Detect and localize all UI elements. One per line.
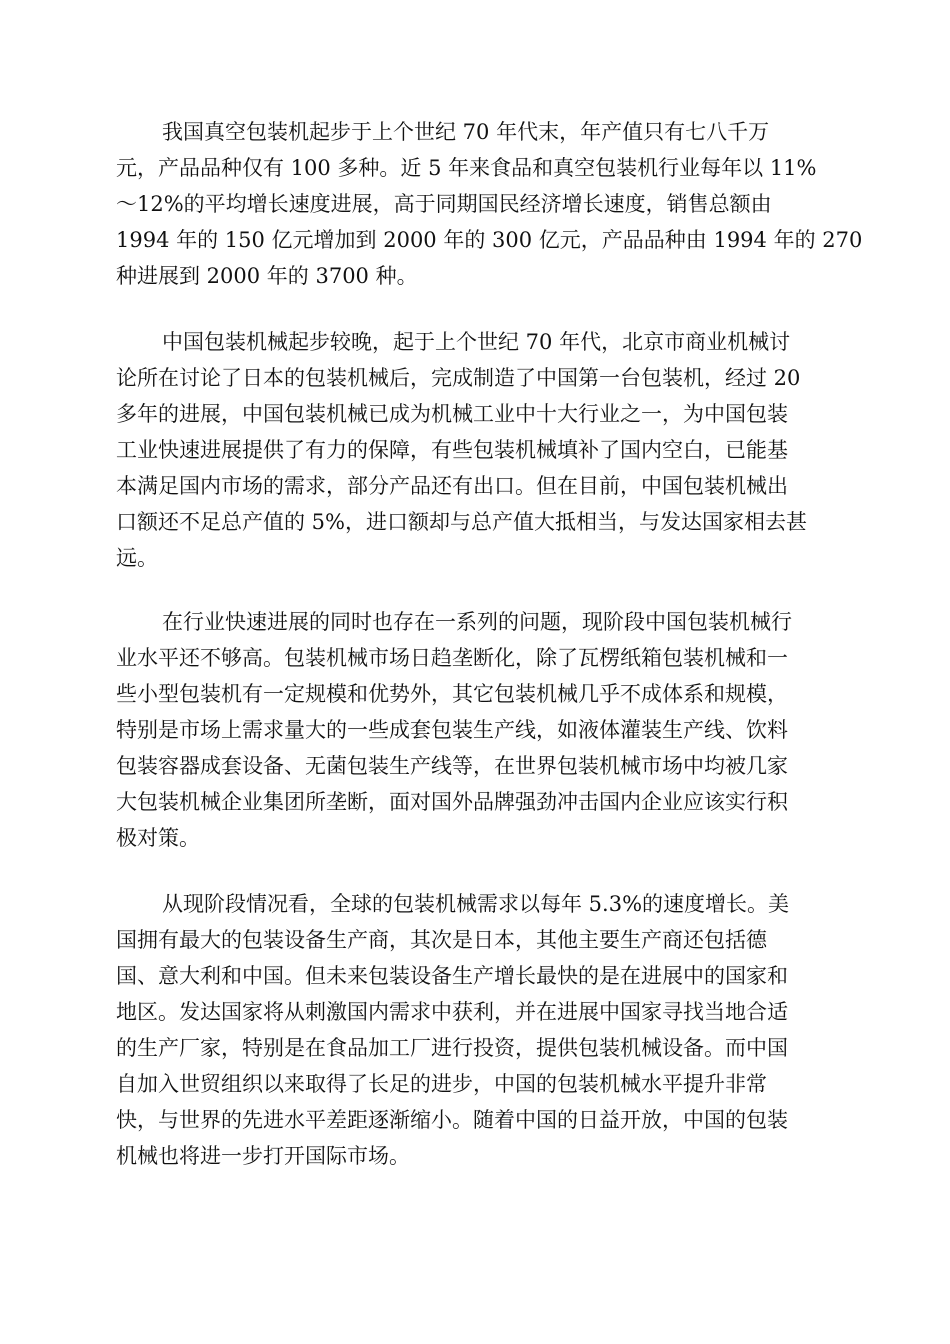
paragraph-1-line-2: 元，产品品种仅有 100 多种。近 5 年来食品和真空包装机行业每年以 11% [116,156,817,180]
paragraph-2-line-3: 多年的进展，中国包装机械已成为机械工业中十大行业之一，为中国包装 [116,402,788,426]
paragraph-2-line-5: 本满足国内市场的需求，部分产品还有出口。但在目前，中国包装机械出 [116,474,788,498]
paragraph-4-line-1: 从现阶段情况看，全球的包装机械需求以每年 5.3%的速度增长。美 [162,892,790,916]
paragraph-2-line-2: 论所在讨论了日本的包装机械后，完成制造了中国第一台包装机，经过 20 [116,366,801,390]
paragraph-4-line-4: 地区。发达国家将从刺激国内需求中获利，并在进展中国家寻找当地合适 [116,1000,788,1024]
paragraph-3-line-2: 业水平还不够高。包装机械市场日趋垄断化，除了瓦楞纸箱包装机械和一 [116,646,788,670]
paragraph-2-line-1: 中国包装机械起步较晚，起于上个世纪 70 年代，北京市商业机械讨 [162,330,791,354]
paragraph-1-line-1: 我国真空包装机起步于上个世纪 70 年代末，年产值只有七八千万 [162,120,770,144]
paragraph-3-line-4: 特别是市场上需求量大的一些成套包装生产线，如液体灌装生产线、饮料 [116,718,788,742]
paragraph-2-line-6: 口额还不足总产值的 5%，进口额却与总产值大抵相当，与发达国家相去甚 [116,510,807,534]
paragraph-2-line-4: 工业快速进展提供了有力的保障，有些包装机械填补了国内空白，已能基 [116,438,788,462]
paragraph-3-line-3: 些小型包装机有一定规模和优势外，其它包装机械几乎不成体系和规模， [116,682,788,706]
paragraph-4-line-8: 机械也将进一步打开国际市场。 [116,1144,410,1168]
paragraph-1-line-4: 1994 年的 150 亿元增加到 2000 年的 300 亿元，产品品种由 1994 年的 270 [116,228,863,252]
paragraph-1-line-3: ～12%的平均增长速度进展，高于同期国民经济增长速度，销售总额由 [116,192,772,216]
paragraph-4-line-7: 快，与世界的先进水平差距逐渐缩小。随着中国的日益开放，中国的包装 [116,1108,788,1132]
paragraph-3-line-5: 包装容器成套设备、无菌包装生产线等，在世界包装机械市场中均被几家 [116,754,788,778]
paragraph-2-line-7: 远。 [116,546,158,570]
paragraph-3-line-1: 在行业快速进展的同时也存在一系列的问题，现阶段中国包装机械行 [162,610,792,634]
paragraph-4-line-5: 的生产厂家，特别是在食品加工厂进行投资，提供包装机械设备。而中国 [116,1036,788,1060]
paragraph-1-line-5: 种进展到 2000 年的 3700 种。 [116,264,418,288]
paragraph-4-line-2: 国拥有最大的包装设备生产商，其次是日本，其他主要生产商还包括德 [116,928,767,952]
paragraph-3-line-7: 极对策。 [116,826,200,850]
paragraph-4-line-6: 自加入世贸组织以来取得了长足的进步，中国的包装机械水平提升非常 [116,1072,767,1096]
paragraph-4-line-3: 国、意大利和中国。但未来包装设备生产增长最快的是在进展中的国家和 [116,964,788,988]
paragraph-3-line-6: 大包装机械企业集团所垄断，面对国外品牌强劲冲击国内企业应该实行积 [116,790,788,814]
